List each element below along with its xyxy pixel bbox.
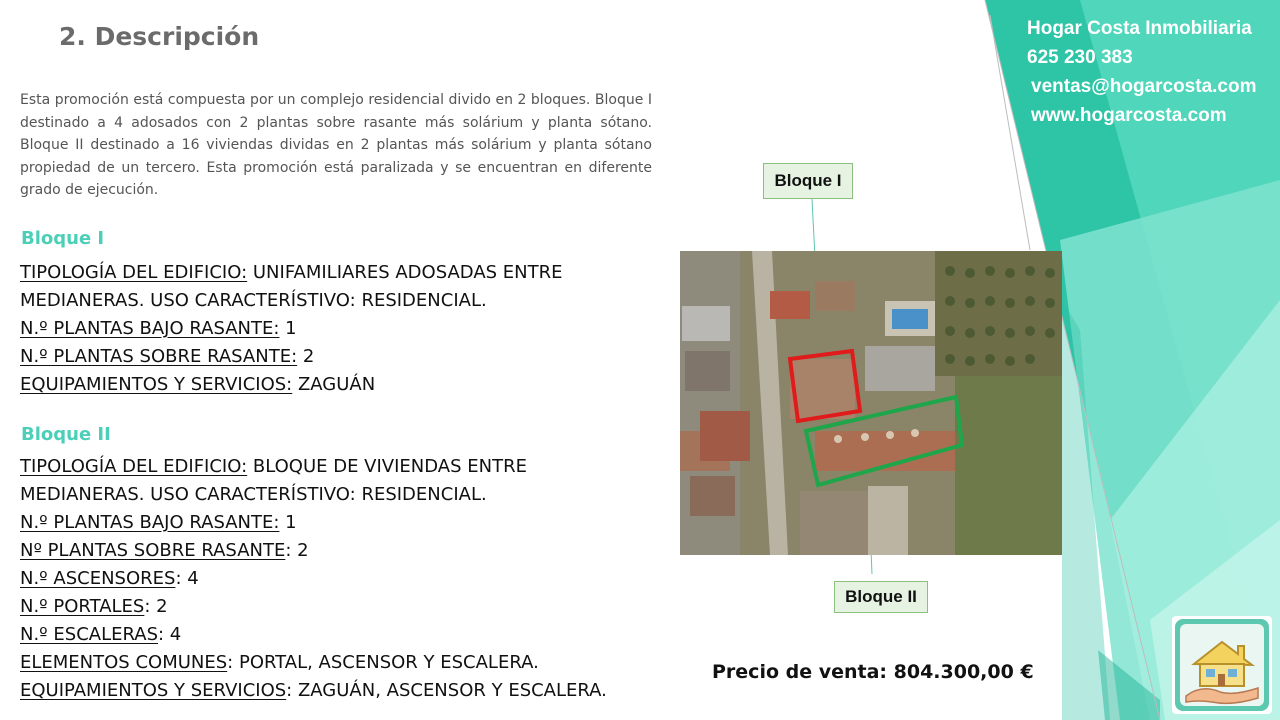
bloque1-prop-row: TIPOLOGÍA DEL EDIFICIO: UNIFAMILIARES ADOSADAS ENTRE xyxy=(20,262,563,283)
bloque1-prop-row: MEDIANERAS. USO CARACTERÍSTIVO: RESIDENCIAL. xyxy=(20,290,487,311)
bloque2-prop-row: EQUIPAMIENTOS Y SERVICIOS: ZAGUÁN, ASCENSOR Y ESCALERA. xyxy=(20,680,607,701)
bloque2-prop-row: N.º ESCALERAS: 4 xyxy=(20,624,182,645)
phone-number[interactable]: 625 230 383 xyxy=(1027,47,1133,68)
callout-bloque1: Bloque I xyxy=(763,163,853,199)
slide-title: 2. Descripción xyxy=(59,22,260,51)
bloque1-properties xyxy=(20,259,660,399)
sale-price: Precio de venta: 804.300,00 € xyxy=(712,661,1034,683)
bloque1-prop-row: N.º PLANTAS SOBRE RASANTE: 2 xyxy=(20,346,315,367)
bloque1-heading: Bloque I xyxy=(21,228,105,249)
website-link[interactable]: www.hogarcosta.com xyxy=(1031,105,1227,126)
bloque2-properties xyxy=(20,453,660,705)
bloque2-prop-row: MEDIANERAS. USO CARACTERÍSTIVO: RESIDENCIAL. xyxy=(20,484,487,505)
bloque2-prop-row: N.º PLANTAS BAJO RASANTE: 1 xyxy=(20,512,297,533)
bloque2-heading: Bloque II xyxy=(21,424,111,445)
bloque1-prop-row: N.º PLANTAS BAJO RASANTE: 1 xyxy=(20,318,297,339)
bloque2-prop-row: N.º PORTALES: 2 xyxy=(20,596,168,617)
callout-bloque2: Bloque II xyxy=(834,581,928,613)
contact-block xyxy=(1027,14,1277,130)
company-name: Hogar Costa Inmobiliaria xyxy=(1027,18,1252,39)
email-link[interactable]: ventas@hogarcosta.com xyxy=(1031,76,1257,97)
aerial-map xyxy=(680,251,1062,555)
house-hand-logo-icon xyxy=(1172,616,1272,714)
company-logo xyxy=(1172,616,1272,714)
bloque2-prop-row: ELEMENTOS COMUNES: PORTAL, ASCENSOR Y ESCALERA. xyxy=(20,652,539,673)
bloque2-prop-row: Nº PLANTAS SOBRE RASANTE: 2 xyxy=(20,540,309,561)
bloque2-prop-row: TIPOLOGÍA DEL EDIFICIO: BLOQUE DE VIVIENDAS ENTRE xyxy=(20,456,527,477)
bloque2-prop-row: N.º ASCENSORES: 4 xyxy=(20,568,199,589)
bloque1-prop-row: EQUIPAMIENTOS Y SERVICIOS: ZAGUÁN xyxy=(20,374,376,395)
intro-paragraph: Esta promoción está compuesta por un complejo residencial divido en 2 bloques. Bloque I destinado a 4 adosados con 2 plantas sobre rasante más solárium y planta sótano. Bloque II destinado a 16 viviendas dividas en 2 plantas más solárium y planta sótano propiedad de un tercero. Esta promoción está paralizada y se encuentran en diferente grado de ejecución. xyxy=(20,92,652,198)
